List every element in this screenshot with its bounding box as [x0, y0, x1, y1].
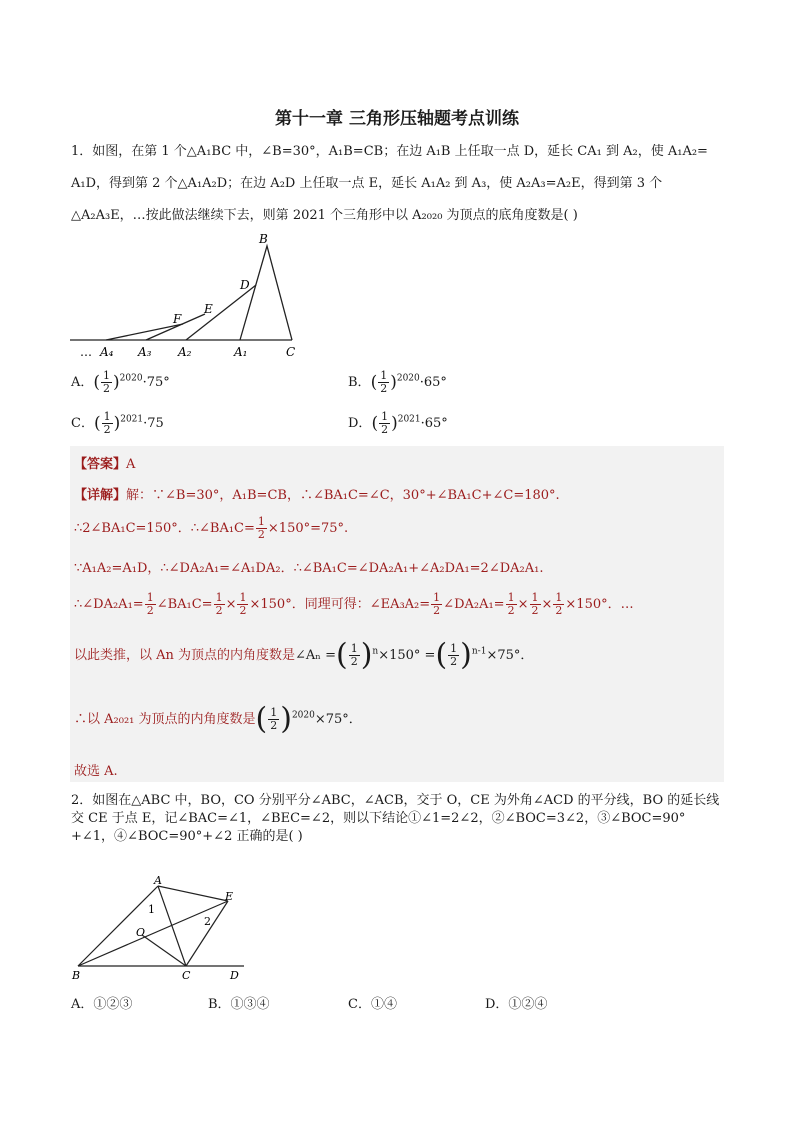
q2-option-c[interactable]: C．①④ — [348, 997, 397, 1012]
q1-stem-line2: A₁D，得到第 2 个△A₁A₂D；在边 A₂D 上任取一点 E，延长 A₁A₂ 到 A₃，使 A₂A₃=A₂E，得到第 3 个 — [71, 176, 663, 191]
detail-tag: 【详解】 — [74, 488, 127, 503]
q2-label-d: D — [230, 969, 239, 982]
q2-option-b[interactable]: B．①③④ — [208, 997, 270, 1012]
q1-label-ellipsis: … — [80, 345, 92, 359]
page-title: 第十一章 三角形压轴题考点训练 — [275, 109, 519, 129]
q2-option-d[interactable]: D．①②④ — [485, 997, 548, 1012]
q1-label-a4: A₄ — [100, 345, 114, 359]
q2-label-e: E — [225, 890, 234, 903]
q1-option-b[interactable]: B．( $\frac{1}{2}$ )$^{2020}$·65° — [348, 369, 447, 395]
q2-label-1: 1 — [148, 903, 155, 916]
q1-label-b: B — [259, 232, 268, 246]
detail-line-2: ∴2∠BA₁C=150°．∴∠BA₁C= $\frac{1}{2}$ ×150°=75°. — [74, 515, 349, 541]
answer-tag: 【答案】 — [74, 457, 127, 472]
q2-figure — [70, 876, 250, 984]
q1-triangle-a1bc — [240, 246, 292, 340]
q2-line-oc — [142, 935, 186, 966]
q1-label-a1: A₁ — [234, 345, 248, 359]
q1-label-a2: A₂ — [178, 345, 192, 359]
q2-label-a: A — [154, 876, 162, 887]
q1-label-c: C — [286, 345, 296, 359]
fraction: $\frac{1}{2}$ — [381, 410, 389, 436]
fraction: $\frac{1}{2}$ — [380, 369, 388, 395]
answer-value: A — [126, 457, 136, 472]
q1-stem-line3: △A₂A₃E，…按此做法继续下去，则第 2021 个三角形中以 A₂₀₂₀ 为顶点的底角度数是( ) — [71, 208, 578, 223]
q1-option-d[interactable]: D．( $\frac{1}{2}$ )$^{2021}$·65° — [348, 410, 448, 436]
detail-line-6: ∴以 A₂₀₂₁ 为顶点的内角度数是( $\frac{1}{2}$ )$^{2020}$×75°． — [74, 701, 362, 737]
q2-option-a[interactable]: A．①②③ — [71, 997, 133, 1012]
answer-line — [74, 453, 135, 472]
q1-figure — [70, 228, 310, 363]
option-letter: B． — [348, 375, 371, 390]
q1-label-f: F — [173, 312, 182, 326]
q1-segment-a4f — [106, 324, 183, 340]
fraction: $\frac{1}{2}$ — [103, 410, 111, 436]
detail-line-5: 以此类推，以 An 为顶点的内角度数是∠Aₙ =( $\frac{1}{2}$ )$^n$×150° =( $\frac{1}{2}$ )$^{n-1}$×75°． — [74, 637, 534, 673]
q2-side-ba — [78, 886, 158, 966]
q2-stem: 2．如图在△ABC 中，BO，CO 分别平分∠ABC，∠ACB，交于 O，CE 为外角∠ACD 的平分线，BO 的延长线交 CE 于点 E，记∠BAC=∠1，∠BEC=∠2，则以下结论①∠1=2∠2，②∠BOC=3∠2，③∠BOC=90°+∠1，④∠BOC=90°+∠2 正确的是( ) — [71, 793, 720, 844]
q2-label-b: B — [72, 969, 81, 982]
q1-stem-line1: 1．如图，在第 1 个△A₁BC 中，∠B=30°，A₁B=CB；在边 A₁B 上任取一点 D，延长 CA₁ 到 A₂，使 A₁A₂= — [71, 144, 708, 159]
fraction: $\frac{1}{2}$ — [257, 515, 265, 541]
conclusion-line: 故选 A. — [74, 764, 118, 779]
q2-label-c: C — [182, 969, 191, 982]
option-letter: A． — [71, 375, 94, 390]
q1-label-d: D — [240, 278, 250, 292]
fraction: $\frac{1}{2}$ — [103, 369, 111, 395]
q1-segment-a2d — [186, 285, 256, 340]
q1-option-c[interactable]: C．( $\frac{1}{2}$ )$^{2021}$·75 — [71, 410, 164, 436]
detail-line-1: 【详解】解：∵∠B=30°，A₁B=CB，∴∠BA₁C=∠C，30°+∠BA₁C+∠C=180°. — [74, 488, 560, 503]
detail-line-4: ∴∠DA₂A₁= $\frac{1}{2}$ ∠BA₁C= $\frac{1}{2}$ × $\frac{1}{2}$ ×150°．同理可得：∠EA₃A₂= $\frac{1}{2}$ ∠DA₂A₁= $\frac{1}{2}$ × $\frac{1}{2}$ × $\frac{1}{2}$ ×150°．… — [74, 591, 634, 617]
q2-label-2: 2 — [204, 915, 211, 928]
q2-label-o: O — [136, 926, 146, 939]
q1-option-a[interactable]: A．( $\frac{1}{2}$ )$^{2020}$·75° — [71, 369, 170, 395]
q2-side-ac — [158, 886, 186, 966]
q1-label-e: E — [204, 302, 213, 316]
q1-label-a3: A₃ — [138, 345, 152, 359]
detail-line-3: ∵A₁A₂=A₁D，∴∠DA₂A₁=∠A₁DA₂．∴∠BA₁C=∠DA₂A₁+∠A₂DA₁=2∠DA₂A₁. — [74, 561, 544, 576]
option-letter: C． — [71, 416, 94, 431]
option-letter: D． — [348, 416, 372, 431]
q2-line-ae — [158, 886, 228, 901]
